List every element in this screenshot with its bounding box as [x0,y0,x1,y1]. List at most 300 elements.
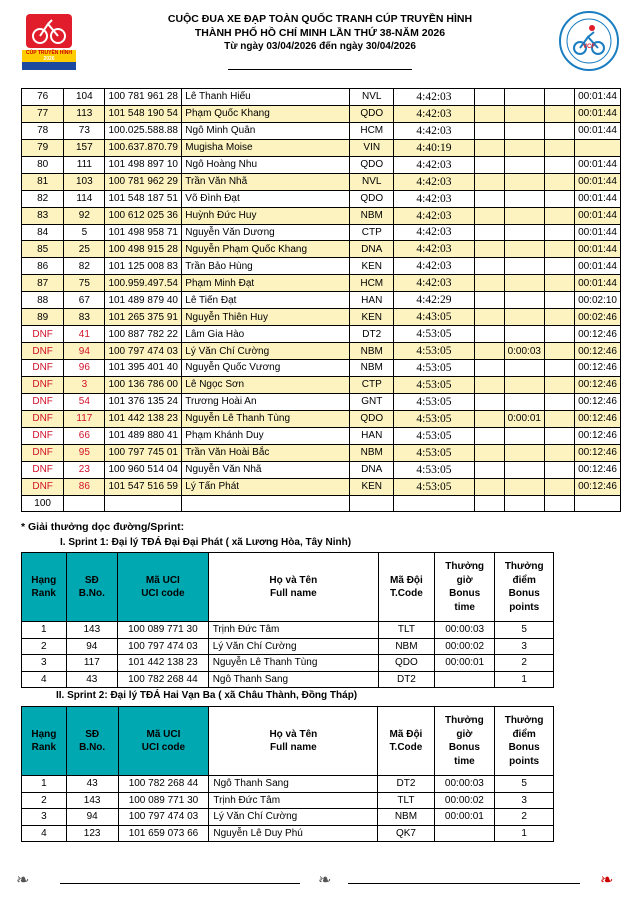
rank-cell: DNF [22,427,64,444]
team-code-cell: VIN [350,139,394,156]
empty-cell [544,393,574,410]
gap-cell [574,495,620,512]
bonus-cell [504,173,544,190]
rank-cell: DNF [22,444,64,461]
header-text: Mã UCI [145,574,180,586]
bonus-cell [504,258,544,275]
header-text: UCI code [141,742,186,753]
rider-name-cell: Phạm Minh Đạt [182,275,350,292]
bonus-cell [504,495,544,512]
gap-cell: 00:12:46 [574,360,620,377]
bib-cell: 3 [64,376,105,393]
gap-cell: 00:01:44 [574,275,620,292]
table-row [22,275,621,292]
cup-logo-text: CÚP TRUYỀN HÌNH [25,50,73,56]
bib-cell: 117 [64,410,105,427]
time-cell: 4:53:05 [394,427,474,444]
column-header-bonus-time [434,707,495,776]
header-text: Họ và Tên [269,574,318,586]
uci-code-cell: 101 548 187 51 [105,190,182,207]
team-code-cell: HAN [350,427,394,444]
sprint-header-row [22,553,554,622]
table-row [22,444,621,461]
empty-cell [544,173,574,190]
uci-code-cell: 101 265 375 91 [105,309,182,326]
empty-cell [474,122,504,139]
table-row [22,671,554,688]
time-cell: 4:53:05 [394,343,474,360]
rider-name-cell: Lý Văn Chí Cường [209,809,378,826]
empty-cell [544,343,574,360]
header-line-3: Từ ngày 03/04/2026 đến ngày 30/04/2026 [224,41,416,52]
team-code-cell: GNT [350,393,394,410]
rider-name-cell: Nguyễn Văn Dương [182,224,350,241]
uci-code-cell: 101 442 138 23 [105,410,182,427]
empty-cell [474,207,504,224]
table-row [22,309,621,326]
time-cell: 4:53:05 [394,444,474,461]
bonus-cell: 0:00:03 [504,343,544,360]
team-code-cell: KEN [350,478,394,495]
time-cell [394,495,474,512]
bonus-cell [504,326,544,343]
rider-name-cell [182,495,350,512]
empty-cell [474,376,504,393]
bib-cell: 123 [66,825,118,842]
table-row [22,825,554,842]
bonus-cell [504,156,544,173]
header-text: Bonus [448,742,480,753]
column-header-bonus-time [434,553,495,622]
rider-name-cell: Phạm Quốc Khang [182,105,350,122]
rider-name-cell: Lý Tấn Phát [182,478,350,495]
bonus-points-cell: 1 [495,825,554,842]
sprint-header-row [22,707,554,776]
rider-name-cell: Ngô Hoàng Nhu [182,156,350,173]
team-code-cell: NBM [350,360,394,377]
rider-name-cell: Lê Tiến Đạt [182,292,350,309]
team-code-cell: DNA [350,241,394,258]
bib-cell: 96 [64,360,105,377]
empty-cell [544,410,574,427]
empty-cell [474,190,504,207]
header-text: Thưởng [445,561,485,572]
empty-cell [474,495,504,512]
header-text: points [509,601,540,613]
rider-name-cell: Nguyễn Phạm Quốc Khang [182,241,350,258]
empty-cell [544,275,574,292]
bib-cell: 75 [64,275,105,292]
bonus-cell [504,241,544,258]
bib-cell: 157 [64,139,105,156]
empty-cell [544,360,574,377]
header-text: Full name [270,742,317,753]
empty-cell [474,461,504,478]
rank-cell: 100 [22,495,64,512]
rider-name-cell: Ngô Minh Quân [182,122,350,139]
time-cell: 4:42:03 [394,275,474,292]
table-row [22,343,621,360]
rank-cell: 1 [22,622,67,639]
team-code-cell: DT2 [378,776,434,793]
team-code-cell: TLT [378,792,434,809]
empty-cell [544,241,574,258]
time-cell: 4:53:05 [394,478,474,495]
time-cell: 4:42:03 [394,258,474,275]
rank-cell: DNF [22,478,64,495]
table-row [22,809,554,826]
bonus-points-cell: 3 [495,638,554,655]
uci-code-cell: 100 781 961 28 [105,89,182,106]
bonus-cell [504,393,544,410]
bib-cell: 66 [64,427,105,444]
empty-cell [474,224,504,241]
uci-code-cell: 101 498 897 10 [105,156,182,173]
rider-name-cell: Nguyễn Thiên Huy [182,309,350,326]
gap-cell [574,139,620,156]
vcf-logo-text: VCF [583,44,595,50]
table-row [22,478,621,495]
uci-code-cell: 100 612 025 36 [105,207,182,224]
cyclist-icon: ❧ [600,872,614,889]
empty-cell [544,105,574,122]
uci-code-cell: 101 442 138 23 [118,655,209,672]
gap-cell: 00:12:46 [574,393,620,410]
rider-name-cell: Trần Bảo Hùng [182,258,350,275]
gap-cell: 00:12:46 [574,478,620,495]
rank-cell: 81 [22,173,64,190]
bib-cell: 23 [64,461,105,478]
rank-cell: 2 [22,792,67,809]
empty-cell [474,444,504,461]
bonus-cell [504,292,544,309]
bonus-cell [504,139,544,156]
bonus-cell [504,478,544,495]
bib-cell: 83 [64,309,105,326]
time-cell: 4:42:03 [394,173,474,190]
column-header-bonus-points [495,707,554,776]
uci-code-cell: 101 125 008 83 [105,258,182,275]
bonus-cell [504,122,544,139]
header-text: UCI code [141,588,185,599]
empty-cell [544,139,574,156]
header-text: time [454,755,475,767]
uci-code-cell: 101 489 879 40 [105,292,182,309]
gap-cell: 00:01:44 [574,122,620,139]
bib-cell: 73 [64,122,105,139]
rank-cell: 76 [22,89,64,106]
team-code-cell: QK7 [378,825,434,842]
bib-cell: 94 [66,809,118,826]
header-text: Hạng [31,574,57,586]
table-row [22,122,621,139]
bonus-points-cell: 1 [495,671,554,688]
rider-name-cell: Lý Văn Chí Cường [182,343,350,360]
bonus-cell [504,89,544,106]
team-code-cell: HAN [350,292,394,309]
column-header-bib [66,707,118,776]
rank-cell: 2 [22,638,67,655]
time-cell: 4:42:03 [394,207,474,224]
header-text: điểm [512,728,536,740]
header-text: giờ [456,728,473,740]
column-header-uci [118,707,209,776]
column-header-name [209,707,378,776]
time-cell: 4:53:05 [394,326,474,343]
rider-name-cell: Ngô Thanh Sang [208,671,378,688]
vcf-logo [558,10,620,72]
column-header-bib [66,553,118,622]
bonus-points-cell: 2 [495,809,554,826]
table-row [22,326,621,343]
rider-name-cell: Nguyễn Lê Duy Phú [209,825,378,842]
time-cell: 4:53:05 [394,360,474,377]
header-text: points [509,755,540,767]
table-row [22,495,621,512]
time-cell: 4:42:03 [394,241,474,258]
rank-cell: 77 [22,105,64,122]
rank-cell: DNF [22,461,64,478]
team-code-cell: NBM [350,207,394,224]
team-code-cell: QDO [350,410,394,427]
rank-cell: DNF [22,410,64,427]
team-code-cell: KEN [350,309,394,326]
team-code-cell: NBM [378,638,434,655]
empty-cell [544,207,574,224]
empty-cell [474,393,504,410]
uci-code-cell: 101 498 958 71 [105,224,182,241]
rider-name-cell: Võ Đình Đạt [182,190,350,207]
rider-name-cell: Lê Ngọc Sơn [182,376,350,393]
column-header-team [378,553,434,622]
header-text: Bonus [508,742,540,753]
sprint-1-table [21,552,554,688]
table-row [22,173,621,190]
column-header-rank [22,553,67,622]
team-code-cell: NVL [350,89,394,106]
team-code-cell: CTP [350,224,394,241]
uci-code-cell: 100 781 962 29 [105,173,182,190]
uci-code-cell: 100 782 268 44 [118,671,209,688]
empty-cell [474,105,504,122]
header-line-1: CUỘC ĐUA XE ĐẠP TOÀN QUỐC TRANH CÚP TRUYỀN HÌNH [167,13,473,25]
table-row [22,360,621,377]
bib-cell: 43 [66,671,118,688]
cyclist-icon: ❧ [16,872,30,889]
rider-name-cell: Nguyễn Lê Thanh Tùng [208,655,378,672]
bib-cell: 111 [64,156,105,173]
uci-code-cell: 100 782 268 44 [118,776,209,793]
bonus-cell [504,275,544,292]
time-cell: 4:42:03 [394,122,474,139]
table-row [22,410,621,427]
footer-line [348,883,580,884]
rank-cell: 78 [22,122,64,139]
rank-cell: DNF [22,393,64,410]
rider-name-cell: Mugisha Moise [182,139,350,156]
bib-cell: 82 [64,258,105,275]
cyclist-icon: ❧ [318,872,332,889]
rider-name-cell: Nguyễn Văn Nhã [182,461,350,478]
rank-cell: DNF [22,343,64,360]
uci-code-cell: 100 960 514 04 [105,461,182,478]
gap-cell: 00:12:46 [574,427,620,444]
bib-cell: 103 [64,173,105,190]
column-header-team [378,707,434,776]
rider-name-cell: Trương Hoài An [182,393,350,410]
table-row [22,776,554,793]
bib-cell: 114 [64,190,105,207]
bib-cell: 25 [64,241,105,258]
empty-cell [474,478,504,495]
column-header-bonus-points [495,553,554,622]
table-row [22,655,554,672]
bonus-points-cell: 2 [495,655,554,672]
empty-cell [474,360,504,377]
table-row [22,89,621,106]
uci-code-cell: 100 887 782 22 [105,326,182,343]
team-code-cell: HCM [350,275,394,292]
team-code-cell: CTP [350,376,394,393]
header-text: Thưởng [504,561,544,572]
rider-name-cell: Phạm Khánh Duy [182,427,350,444]
gap-cell: 00:01:44 [574,224,620,241]
gap-cell: 00:01:44 [574,207,620,224]
header-text: SĐ [84,574,99,586]
header-text: B.No. [79,742,106,753]
empty-cell [474,427,504,444]
rider-name-cell: Nguyễn Quốc Vương [182,360,350,377]
header-line-2: THÀNH PHỐ HỒ CHÍ MINH LẦN THỨ 38-NĂM 2026 [194,27,446,39]
header-text: Bonus [449,588,481,599]
empty-cell [544,478,574,495]
uci-code-cell: 100 797 745 01 [105,444,182,461]
rank-cell: 82 [22,190,64,207]
rank-cell: DNF [22,376,64,393]
header-text: T.Code [389,742,423,753]
uci-code-cell: 100 498 915 28 [105,241,182,258]
empty-cell [474,139,504,156]
gap-cell: 00:01:44 [574,190,620,207]
gap-cell: 00:12:46 [574,461,620,478]
empty-cell [544,461,574,478]
empty-cell [474,292,504,309]
empty-cell [544,156,574,173]
rider-name-cell: Ngô Thanh Sang [209,776,378,793]
rank-cell: DNF [22,326,64,343]
bonus-cell [504,190,544,207]
bonus-time-cell: 00:00:03 [434,776,495,793]
table-row [22,139,621,156]
team-code-cell: NBM [350,343,394,360]
empty-cell [544,89,574,106]
header-text: Rank [31,588,56,599]
rank-cell: 3 [22,809,67,826]
gap-cell: 00:02:46 [574,309,620,326]
time-cell: 4:42:03 [394,224,474,241]
bonus-cell [504,309,544,326]
rank-cell: 84 [22,224,64,241]
time-cell: 4:42:03 [394,105,474,122]
rider-name-cell: Trần Văn Nhã [182,173,350,190]
bonus-cell [504,427,544,444]
bonus-cell: 0:00:01 [504,410,544,427]
gap-cell: 00:12:46 [574,343,620,360]
rider-name-cell: Trịnh Đức Tâm [208,622,378,639]
table-row [22,393,621,410]
column-header-rank [22,707,67,776]
rider-name-cell: Lê Thanh Hiếu [182,89,350,106]
header-text: Thưởng [504,715,544,726]
time-cell: 4:42:03 [394,89,474,106]
uci-code-cell: 100.637.870.79 [105,139,182,156]
uci-code-cell: 100 797 474 03 [118,638,209,655]
rider-name-cell: Lý Văn Chí Cường [208,638,378,655]
time-cell: 4:53:05 [394,376,474,393]
bonus-cell [504,376,544,393]
uci-code-cell: 101 659 073 66 [118,825,209,842]
header-text: Thưởng [444,715,484,726]
empty-cell [474,309,504,326]
cup-logo [18,10,80,72]
rider-name-cell: Huỳnh Đức Huy [182,207,350,224]
bonus-points-cell: 3 [495,792,554,809]
table-row [22,427,621,444]
team-code-cell: NBM [378,809,434,826]
cup-logo-year: 2026 [43,56,55,62]
empty-cell [474,156,504,173]
header-text: Full name [269,588,317,599]
empty-cell [544,190,574,207]
header-text: điểm [512,574,536,586]
empty-cell [474,343,504,360]
bib-cell: 95 [64,444,105,461]
uci-code-cell: 101 548 190 54 [105,105,182,122]
team-code-cell [350,495,394,512]
team-code-cell: HCM [350,122,394,139]
rank-cell: 88 [22,292,64,309]
bib-cell: 86 [64,478,105,495]
table-row [22,258,621,275]
team-code-cell: QDO [350,156,394,173]
table-row [22,156,621,173]
bonus-cell [504,105,544,122]
table-row [22,792,554,809]
htv-logo-text: HTV [22,64,32,70]
empty-cell [474,258,504,275]
rank-cell: 89 [22,309,64,326]
table-row [22,224,621,241]
gap-cell: 00:01:44 [574,89,620,106]
uci-code-cell: 100.025.588.88 [105,122,182,139]
time-cell: 4:42:03 [394,156,474,173]
team-code-cell: QDO [378,655,434,672]
uci-code-cell: 100 136 786 00 [105,376,182,393]
uci-code-cell [105,495,182,512]
header-text: SĐ [85,728,100,740]
gap-cell: 00:01:44 [574,105,620,122]
header-text: Hạng [31,728,57,740]
gap-cell: 00:12:46 [574,376,620,393]
time-cell: 4:42:29 [394,292,474,309]
header-text: Họ và Tên [269,728,318,740]
header-text: Rank [31,742,57,753]
team-code-cell: KEN [350,258,394,275]
table-row [22,190,621,207]
bonus-points-cell: 5 [495,622,554,639]
empty-cell [544,326,574,343]
table-row [22,292,621,309]
